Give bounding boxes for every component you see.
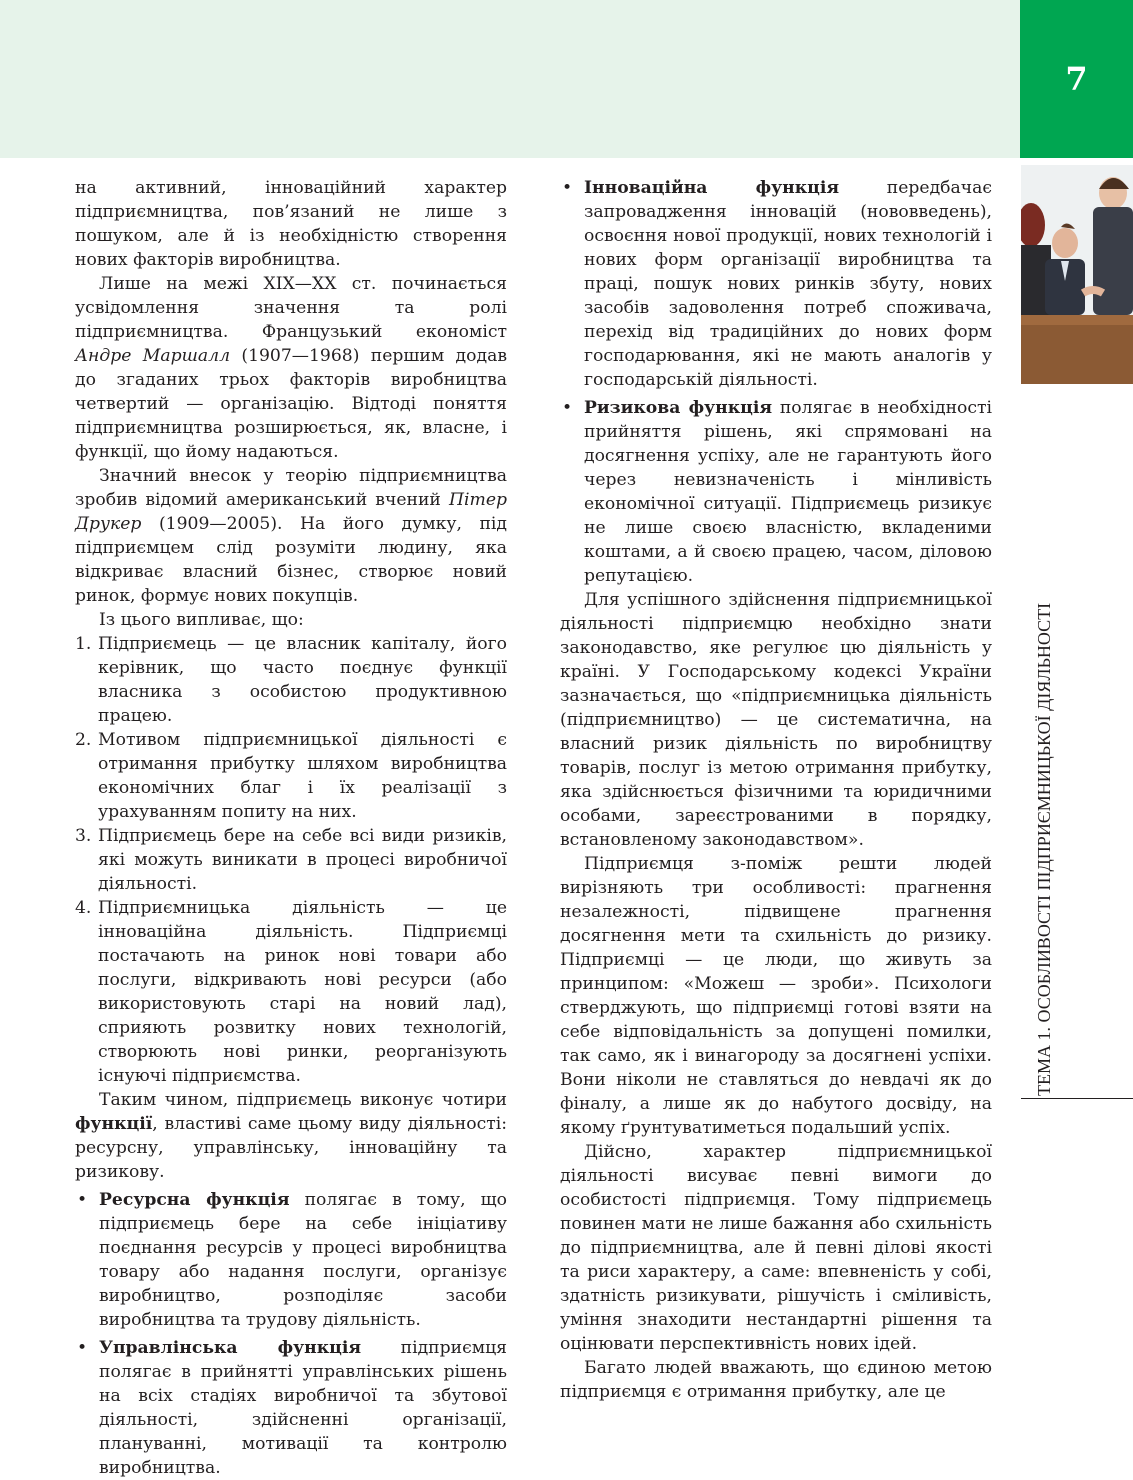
paragraph: Дійсно, характер підприємницької діяльності висуває певні вимоги до особистості підприємця. Тому підприємець повинен мати не лише бажання або схильність до підприємництва, але й певні ділові якості та риси характеру, а саме: впевненість у собі, здатність ризикувати, рішучість і сміливість, уміння знаходити нестандартні рішення та оцінювати перспективність нових ідей. [560, 1142, 992, 1354]
list-number: 4. [75, 898, 92, 918]
bullet-item [560, 396, 992, 588]
right-column [560, 176, 992, 1404]
person-name: Андре Маршалл [75, 346, 231, 366]
bold-term: Ресурсна функція [99, 1190, 290, 1210]
paragraph: Для успішного здійснення підприємницької діяльності підприємцю необхідно знати законодавство, яке регулює цю діяльність у країні. У Господарському кодексі України зазначається, що «підприємницька діяльність (підприємництво) — це систематична, на власний ризик діяльність по виробництву товарів, послуг із метою отримання прибутку, яка здійснюється фізичними та юридичними особами, зареєстрованими в порядку, встановленому законодавством». [560, 590, 992, 850]
topic-label: ТЕМА 1. ОСОБЛИВОСТІ ПІДПРИЄМНИЦЬКОЇ ДІЯЛЬНОСТІ [1034, 602, 1054, 1096]
paragraph [75, 464, 507, 608]
text: Значний внесок у теорію підприємництва зробив відомий американський вчений [75, 466, 507, 510]
bullet-text: полягає в тому, що підприємець бере на себе ініціативу поєднання ресурсів у процесі виробництва товару або надання послуги, організує виробництво, розподіляє засоби виробництва та трудову діяльність. [99, 1190, 507, 1330]
list-number: 3. [75, 826, 92, 846]
bullet-text: полягає в необхідності прийняття рішень, які спрямовані на досягнення успіху, але не гарантують його через невизначеність і мінливість економічної ситуації. Підприємець ризикує не лише своєю власністю, вкладеними коштами, а й своєю працею, часом, діловою репутацією. [584, 398, 993, 586]
text: , властиві саме цьому виду діяльності: ресурсну, управлінську, інноваційну та ризикову. [75, 1114, 507, 1182]
text: (1909—2005). На його думку, під підприємцем слід розуміти людину, яка відкриває власний бізнес, створює новий ринок, формує нових покупців. [75, 514, 507, 606]
text: Таким чином, підприємець виконує чотири [99, 1090, 507, 1110]
list-item [75, 728, 507, 824]
paragraph: Підприємця з-поміж решти людей вирізняють три особливості: прагнення незалежності, підвищене прагнення досягнення мети та схильність до ризику. Підприємці — це люди, що живуть за принципом: «Можеш — зроби». Психологи стверджують, що підприємці готові взяти на себе відповідальність за допущені помилки, так само, як і винагороду за досягнені успіхи. Вони ніколи не ставляться до невдачі як до фіналу, а лише як до набутого досвіду, на якому ґрунтуватиметься подальший успіх. [560, 854, 992, 1138]
page-number: 7 [1020, 0, 1133, 158]
photo-illustration-icon [1021, 165, 1133, 384]
bullet-icon: • [562, 178, 573, 198]
text: Лише на межі XIX—XX ст. починається усвідомлення значення та ролі підприємництва. Французький економіст [75, 274, 507, 342]
bullet-item [560, 176, 992, 392]
paragraph: Багато людей вважають, що єдиною метою підприємця є отримання прибутку, але це [560, 1358, 992, 1402]
paragraph [75, 272, 507, 464]
sidebar-divider [1021, 1098, 1133, 1099]
bullet-icon: • [77, 1338, 88, 1358]
bullet-item [75, 1188, 507, 1332]
paragraph [75, 1088, 507, 1184]
list-text: Підприємницька діяльність — це інноваційна діяльність. Підприємці постачають на ринок нові товари або послуги, відкривають нові ресурси (або використовують старі на новий лад), сприяють розвитку нових технологій, створюють нові ринки, реорганізують існуючі підприємства. [98, 898, 507, 1086]
bold-term: функції [75, 1114, 153, 1134]
business-handshake-photo [1021, 165, 1133, 384]
list-text: Підприємець бере на себе всі види ризиків, які можуть виникати в процесі виробничої діяльності. [98, 826, 507, 894]
bullet-text: передбачає запровадження інновацій (нововведень), освоєння нової продукції, нових технологій і нових форм організації виробництва та праці, пошук нових ринків збуту, нових засобів задоволення потреб споживача, перехід від традиційних до нових форм господарювання, які не мають аналогів у господарській діяльності. [584, 178, 992, 390]
bold-term: Ризикова функція [584, 398, 773, 418]
bold-term: Інноваційна функція [584, 178, 840, 198]
bullet-text: підприємця полягає в прийнятті управлінських рішень на всіх стадіях виробничої та збутової діяльності, здійсненні організації, плануванні, мотивації та контролю виробництва. [99, 1338, 507, 1478]
bullet-item [75, 1336, 507, 1480]
bold-term: Управлінська функція [99, 1338, 362, 1358]
bullet-icon: • [77, 1190, 88, 1210]
list-text: Мотивом підприємницької діяльності є отримання прибутку шляхом виробництва економічних благ і їх реалізації з урахуванням попиту на них. [98, 730, 507, 822]
bullet-icon: • [562, 398, 573, 418]
list-item [75, 632, 507, 728]
list-item [75, 824, 507, 896]
list-text: Підприємець — це власник капіталу, його керівник, що часто поєднує функції власника з особистою продуктивною працею. [98, 634, 507, 726]
text: (1907—1968) першим додав до згаданих трьох факторів виробництва четвертий — організацію. Відтоді поняття підприємництва розширюється, як, власне, і функції, що йому надаються. [75, 346, 507, 462]
paragraph: Із цього випливає, що: [99, 610, 304, 630]
left-column [75, 176, 507, 1480]
list-number: 2. [75, 730, 92, 750]
list-item [75, 896, 507, 1088]
paragraph: на активний, інноваційний характер підприємництва, пов’язаний не лише з пошуком, але й із необхідністю створення нових факторів виробництва. [75, 178, 507, 270]
header-band [0, 0, 1020, 158]
list-number: 1. [75, 634, 92, 654]
person-name: Пітер Друкер [75, 490, 507, 534]
